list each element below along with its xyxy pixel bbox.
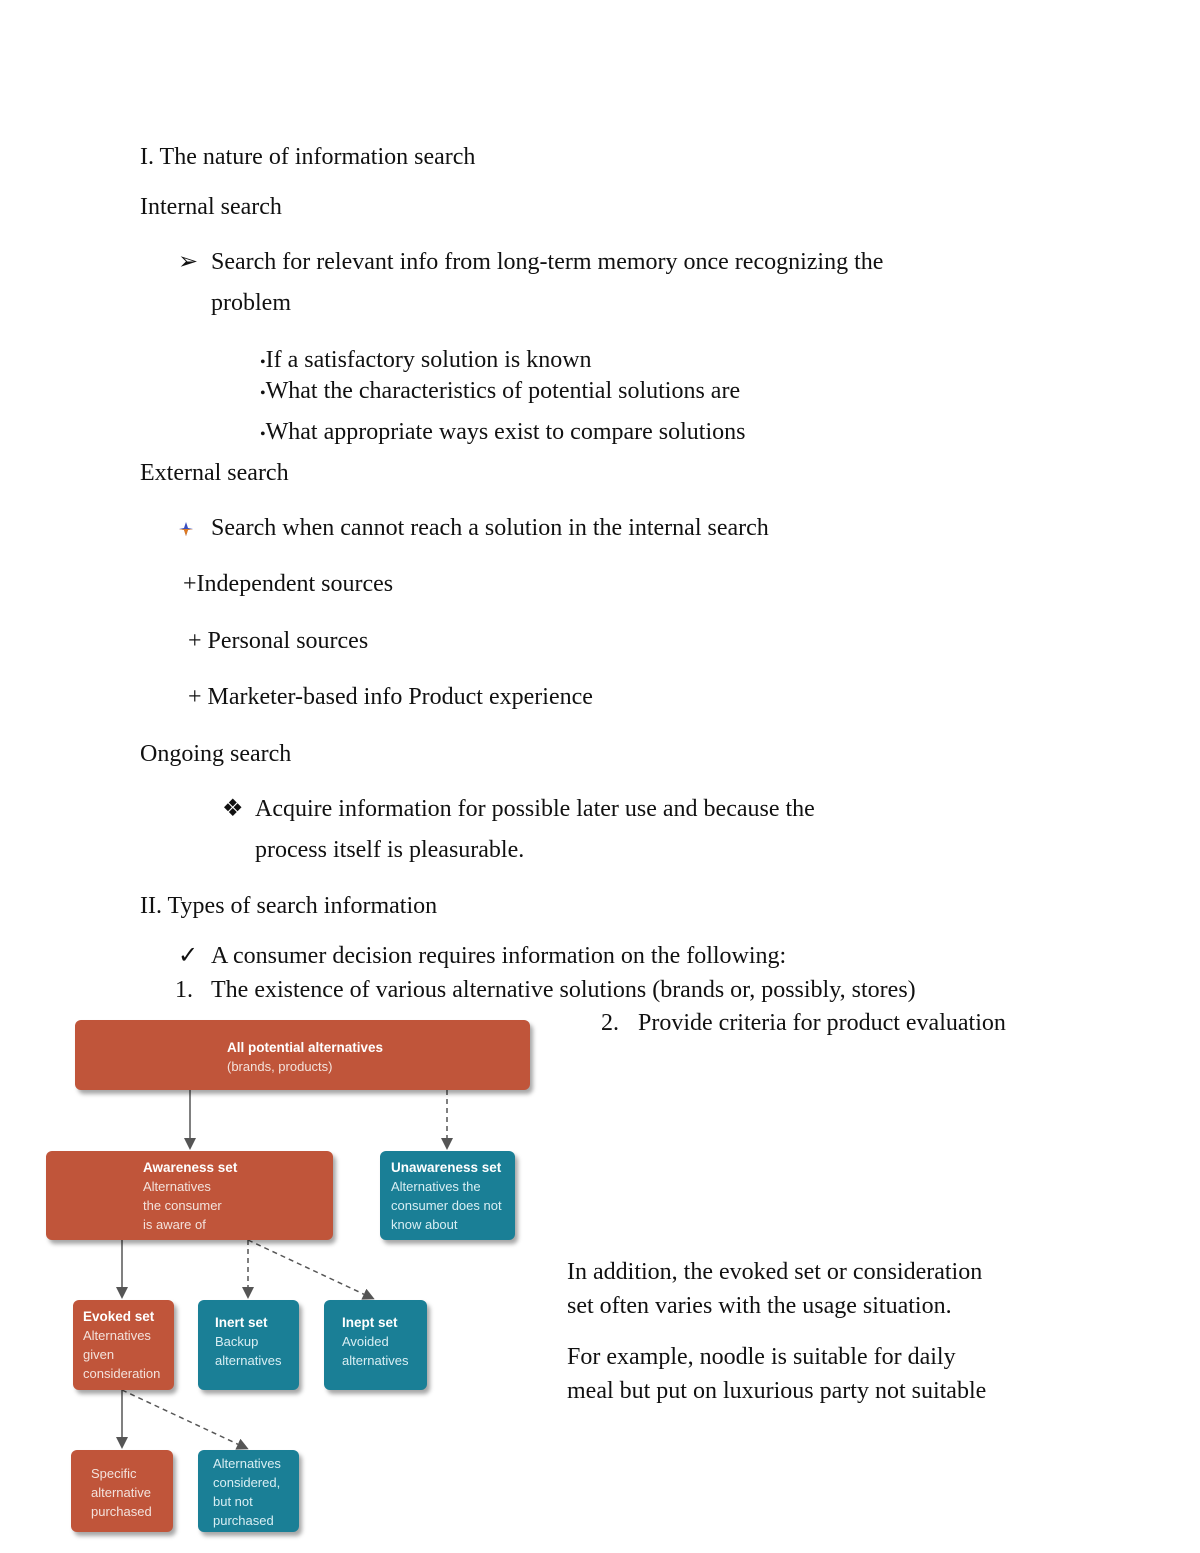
purchased-box: Specific alternative purchased <box>71 1450 173 1532</box>
section-2-heading: II. Types of search information <box>140 893 438 919</box>
example-line: meal but put on luxurious party not suitable <box>567 1378 987 1404</box>
inept-set-box: Inept set Avoided alternatives <box>324 1300 427 1390</box>
external-search-bullet: Search when cannot reach a solution in the internal search <box>211 515 769 541</box>
internal-search-bullet-cont: problem <box>211 290 291 316</box>
example-line: For example, noodle is suitable for daily <box>567 1344 956 1370</box>
internal-search-title: Internal search <box>140 194 282 220</box>
unawareness-set-box: Unawareness set Alternatives the consumer does not know about <box>380 1151 515 1240</box>
plus-icon: + <box>183 571 197 597</box>
numbered-item-number: 1. <box>175 977 193 1003</box>
plus-icon: + <box>188 684 202 710</box>
dot-bullet-icon: • <box>260 426 266 443</box>
internal-sub-item: •If a satisfactory solution is known <box>260 347 592 373</box>
source-item: + Personal sources <box>188 628 369 654</box>
connector-awareness-inept <box>248 1240 372 1298</box>
note-line: In addition, the evoked set or consideration <box>567 1259 983 1285</box>
numbered-item-number: 2. <box>601 1010 619 1036</box>
ongoing-search-title: Ongoing search <box>140 741 292 767</box>
not-purchased-box: Alternatives considered, but not purchased <box>198 1450 299 1532</box>
inert-set-box: Inert set Backup alternatives <box>198 1300 299 1390</box>
internal-search-bullet: Search for relevant info from long-term memory once recognizing the <box>211 249 884 275</box>
ongoing-search-bullet-cont: process itself is pleasurable. <box>255 837 525 863</box>
external-search-title: External search <box>140 460 289 486</box>
dot-bullet-icon: • <box>260 385 266 402</box>
ongoing-search-bullet: Acquire information for possible later use and because the <box>255 796 815 822</box>
check-icon: ✓ <box>178 943 199 969</box>
source-item: +Independent sources <box>183 571 394 597</box>
internal-sub-item: •What the characteristics of potential solutions are <box>260 378 741 404</box>
dot-bullet-icon: • <box>260 354 266 371</box>
numbered-item-text: Provide criteria for product evaluation <box>638 1010 1006 1036</box>
diamond-bullet-icon: ❖ <box>222 796 244 822</box>
source-item: + Marketer-based info Product experience <box>188 684 593 710</box>
check-item: A consumer decision requires information on the following: <box>211 943 787 969</box>
plus-icon: + <box>188 628 202 654</box>
awareness-set-box: Awareness set Alternatives the consumer is aware of <box>46 1151 333 1240</box>
numbered-item-text: The existence of various alternative solutions (brands or, possibly, stores) <box>211 977 916 1003</box>
all-alternatives-box: All potential alternatives (brands, products) <box>75 1020 530 1090</box>
section-1-heading: I. The nature of information search <box>140 144 476 170</box>
internal-sub-item: •What appropriate ways exist to compare solutions <box>260 419 746 445</box>
note-line: set often varies with the usage situation. <box>567 1293 952 1319</box>
arrow-bullet-icon: ➢ <box>178 249 199 275</box>
evoked-set-box: Evoked set Alternatives given consideration <box>73 1300 174 1390</box>
connector-evoked-not-purchased <box>122 1390 246 1448</box>
